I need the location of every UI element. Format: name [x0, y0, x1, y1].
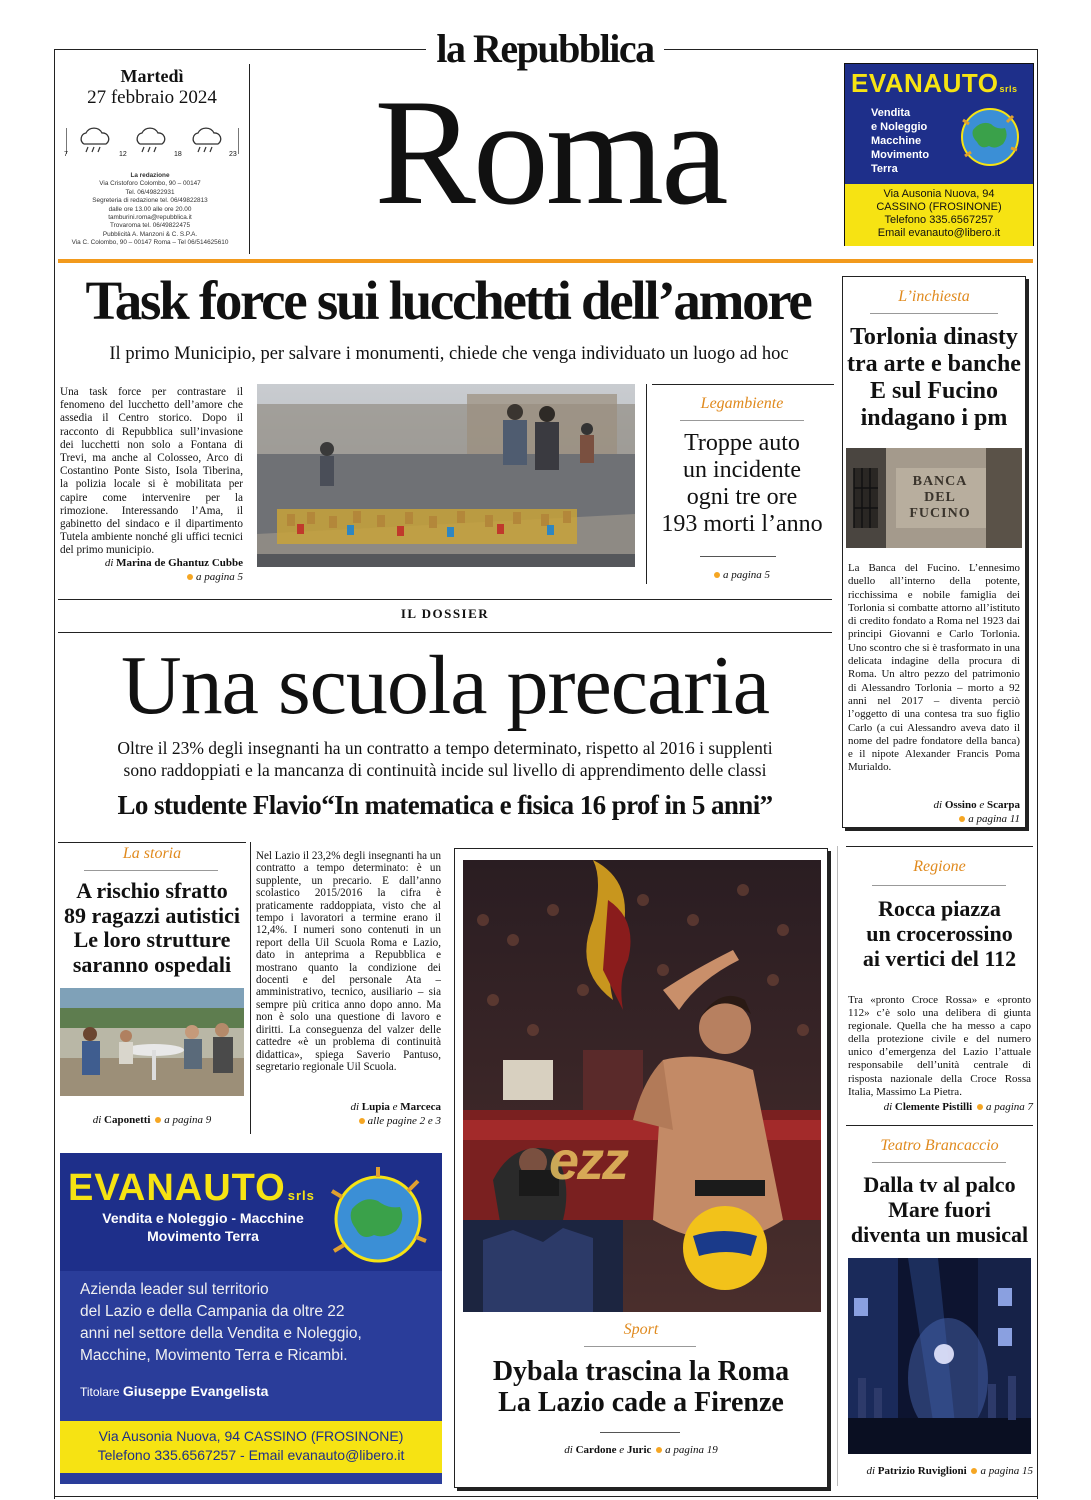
storia-byline[interactable]: di Caponetti a pagina 9 [92, 1114, 212, 1126]
redazione-line: Via C. Colombo, 90 – 00147 Roma – Tel 06/514625610 [71, 239, 229, 247]
date-full: 27 febbraio 2024 [87, 87, 217, 108]
dossier-body: Nel Lazio il 23,2% degli insegnanti ha un contratto a tempo determinato: è un supplente, un precario. E dall’anno scolastico 2015/2016 la cifra è praticamente raddoppiata, visto che al tempo i lavoratori a termine erano il 12,4%. I numeri sono contenuti in un report della Uil Scuola Roma e Lazio, dato in anteprima a Repubblica e mostrano quanto la condizione dei docenti e del personale Ata – amministrativo, tecnico, ausiliario – sia sempre più critica anno dopo anno. Ma non è solo una questione di lavoro e diritti. La conseguenza del valzer delle cattedre «è un problema di continuità didattica», spiega Saverio Pantuso, segretario regionale Uil Scuola. [256, 850, 441, 1073]
lead-body: Una task force per contrastare il fenomeno del lucchetto dell’amore che assedia il Centro storico. Dopo il racconto di Repubblica sull’invasione dei lucchetti non solo a Fontana di Trevi, ma anche al Colosseo, Arco di Costantino Ponte Sisto, Isola Tiberina, la polizia locale si è mobilitata per capire come intervenire per la rimozione. Interessando l’Ama, il gabinetto del sindaco e il dipartimento Tutela ambiente nonché gli uffici tecnici del primo municipio. [60, 386, 243, 557]
redazione-box [60, 172, 240, 248]
cloud-rain-icon [76, 126, 114, 154]
ad-top-email: Email evanauto@libero.it [877, 227, 1001, 239]
legambiente-headline[interactable]: Troppe auto un incidente ogni tre ore 193 morti l’anno [661, 430, 823, 537]
ad-top-phone: Telefono 335.6567257 [884, 214, 994, 226]
regione-headline[interactable]: Rocca piazza un crocerossino ai vertici del 112 [862, 896, 1017, 971]
dossier-headline[interactable]: Una scuola precaria [121, 639, 769, 732]
ad-top[interactable] [844, 63, 1034, 246]
ad-top-service: Vendita [871, 107, 911, 119]
ad-top-services [871, 106, 929, 176]
lead-subhead: Il primo Municipio, per salvare i monumenti, chiede che venga individuato un luogo ad hoc [109, 344, 789, 364]
lovelocks-image [257, 384, 635, 567]
masthead-rule [58, 259, 1033, 263]
dossier-label: IL DOSSIER [400, 606, 490, 621]
dossier-byline: di Lupia e Marceca [350, 1101, 441, 1113]
teatro-headline[interactable]: Dalla tv al palco Mare fuori diventa un musical [850, 1172, 1029, 1247]
sport-byline[interactable]: di Cardone e Juric a pagina 19 [564, 1444, 718, 1456]
sport-photo [463, 860, 821, 1312]
banca-fucino-sign: BANCA DEL FUCINO [909, 474, 971, 521]
ad-top-service: e Noleggio [871, 121, 928, 133]
inchiesta-headline[interactable]: Torlonia dinasty tra arte e banche E sul Fucino indagano i pm [847, 324, 1021, 431]
ad-top-contact-box [845, 184, 1033, 246]
redazione-line: Trovaroma tel. 06/49822475 [109, 222, 191, 230]
cloud-rain-icon [188, 126, 226, 154]
globe-icon [953, 100, 1027, 174]
temp-label: 18 [174, 151, 182, 158]
globe-icon [318, 1161, 436, 1271]
temp-label: 23 [229, 151, 237, 158]
date-day: Martedì [120, 66, 184, 86]
musical-stage-image [848, 1258, 1031, 1454]
lead-photo [257, 384, 635, 567]
dossier-quote-headline[interactable]: Lo studente Flavio“In matematica e fisica 16 prof in 5 anni” [117, 790, 773, 820]
inchiesta-byline: di Ossino e Scarpa [933, 799, 1020, 811]
inchiesta-kicker: L’inchiesta [898, 288, 970, 305]
temp-label: 12 [119, 151, 127, 158]
sport-kicker: Sport [623, 1321, 659, 1338]
teatro-photo [848, 1258, 1031, 1454]
ad-bottom-address: Via Ausonia Nuova, 94 CASSINO (FROSINONE) [98, 1428, 404, 1444]
dybala-celebration-image [463, 860, 821, 1312]
ad-top-address: Via Ausonia Nuova, 94 [883, 188, 995, 200]
regione-body: Tra «pronto Croce Rossa» e «pronto 112» c’è solo una delibera di giunta regionale. Quella che ha messo a capo della protezione civile e del numero unico d’emergenza del Lazio l’attuale responsabile dell’unità centrale di risposta nazionale della Croce Rossa Italia, Massimo La Pietra. [848, 994, 1031, 1098]
regione-byline[interactable]: di Clemente Pistilli a pagina 7 [883, 1101, 1033, 1113]
ad-bottom-description: Azienda leader sul territorio del Lazio e della Campania da oltre 22 anni nel settore della Vendita e Noleggio, Macchine, Movimento Terra e Ricambi. [80, 1281, 362, 1364]
temp-label: 7 [64, 151, 68, 158]
ad-top-service: Terra [871, 163, 898, 175]
teatro-byline[interactable]: di Patrizio Ruviglioni a pagina 15 [866, 1465, 1033, 1477]
dossier-page-ref[interactable]: alle pagine 2 e 3 [256, 1115, 441, 1127]
ad-bottom-owner: Titolare Giuseppe Evangelista [80, 1383, 269, 1399]
ad-bottom-contact-box [60, 1421, 442, 1473]
legambiente-page-ref[interactable]: a pagina 5 [652, 569, 832, 581]
sport-headline[interactable]: Dybala trascina la Roma La Lazio cade a Firenze [492, 1356, 790, 1418]
redazione-line: Segreteria di redazione tel. 06/49822813 [92, 197, 208, 205]
weather-strip [64, 122, 240, 162]
storia-photo [60, 988, 244, 1096]
lead-page-ref[interactable]: a pagina 5 [60, 571, 243, 583]
regione-kicker: Regione [913, 858, 966, 875]
ad-top-city: CASSINO (FROSINONE) [876, 201, 1002, 213]
lead-byline: di Marina de Ghantuz Cubbe [104, 557, 243, 569]
redazione-line: Via Cristoforo Colombo, 90 – 00147 [99, 180, 201, 188]
ad-bottom-brand: EVANAUTO [68, 1167, 286, 1209]
inchiesta-page-ref[interactable]: a pagina 11 [848, 813, 1020, 825]
redazione-line: Tel. 06/49822931 [125, 188, 175, 196]
redazione-line: Pubblicità A. Manzoni & C. S.P.A. [102, 230, 198, 238]
sport-photo-banner-text: ezz [549, 1131, 628, 1191]
ad-top-service: Macchine [871, 135, 922, 147]
teatro-kicker: Teatro Brancaccio [880, 1137, 999, 1154]
ad-bottom-services: Vendita e Noleggio - Macchine Movimento Terra [102, 1210, 304, 1244]
redazione-line: dalle ore 13.00 alle ore 20.00 [108, 205, 192, 213]
inchiesta-body: La Banca del Fucino. L’ennesimo duello all’interno della potente, ricchissima e nobile famiglia dei Torlonia si combatte attorno all’istituto di credito fondato a Roma nel 1923 dai principi Giovanni e Carlo Torlonia. Uno scontro che si è trasformato in una delicata indagine della procura di Roma. Un altro pezzo del patrimonio di Alessandro Torlonia – morto a 92 anni nel 2017 – diventa perciò l’oggetto di una contesa tra suo figlio Carlo (a cui Alessandro aveva dato il nome del padre fondatore della banca) e il nipote Alexander Francis Poma Murialdo. [848, 562, 1020, 774]
ad-bottom-brand-suffix: srls [287, 1188, 315, 1203]
storia-kicker: La storia [122, 845, 182, 862]
people-table-image [60, 988, 244, 1096]
edition-title: Roma [374, 68, 726, 236]
ad-top-brand-suffix: srls [999, 84, 1018, 94]
ad-top-service: Movimento [871, 149, 930, 161]
redazione-title: La redazione [130, 172, 170, 179]
ad-bottom-contacts: Telefono 335.6567257 - Email evanauto@libero.it [97, 1447, 405, 1463]
banca-fucino-photo [846, 448, 1022, 548]
dossier-subhead: Oltre il 23% degli insegnanti ha un contratto a tempo determinato, rispetto al 2016 i supplenti sono raddoppiati e la mancanza di continuità incide sul livello di apprendimento delle classi [117, 738, 773, 780]
legambiente-kicker: Legambiente [700, 395, 784, 412]
redazione-line: tamburini.roma@repubblica.it [108, 214, 192, 222]
ad-bottom[interactable] [60, 1153, 442, 1484]
ad-top-brand: EVANAUTO [851, 68, 999, 98]
cloud-rain-icon [132, 126, 170, 154]
storia-headline[interactable]: A rischio sfratto 89 ragazzi autistici Le loro strutture saranno ospedali [64, 878, 240, 977]
lead-headline[interactable]: Task force sui lucchetti dell’amore [85, 270, 811, 331]
paper-name: la Repubblica [436, 26, 654, 71]
